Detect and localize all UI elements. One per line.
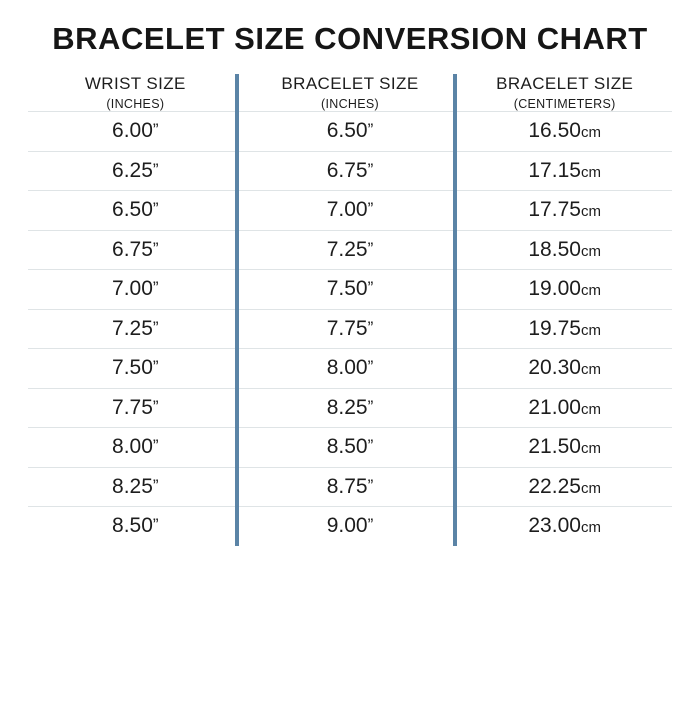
cell-unit: cm	[580, 203, 601, 221]
cell-wrist-size-inches	[28, 112, 243, 152]
table-row	[28, 230, 672, 270]
column-header-bracelet-size-centimeters	[457, 74, 672, 111]
cell-unit: ”	[152, 475, 159, 495]
cell-value: 8.00	[326, 356, 368, 380]
cell-value: 7.75	[326, 316, 368, 340]
table-header-row	[28, 74, 672, 111]
cell-value: 9.00	[326, 514, 368, 538]
cell-value: 21.00	[528, 395, 581, 419]
cell-value: 17.75	[528, 198, 581, 222]
column-divider-right	[453, 74, 457, 545]
cell-value: 8.50	[326, 435, 368, 459]
size-chart-page	[0, 22, 700, 722]
cell-unit: ”	[367, 357, 374, 377]
cell-wrist-size-inches	[28, 191, 243, 231]
cell-value: 8.00	[112, 435, 153, 459]
table-row	[28, 112, 672, 152]
cell-value: 23.00	[528, 514, 581, 538]
cell-wrist-size-inches	[28, 349, 243, 389]
cell-unit: cm	[580, 124, 601, 142]
page-title: BRACELET SIZE CONVERSION CHART	[52, 21, 648, 56]
cell-unit: ”	[367, 199, 374, 219]
cell-bracelet-size-centimeters	[457, 467, 672, 507]
cell-bracelet-size-inches	[243, 349, 458, 389]
cell-unit: ”	[152, 357, 159, 377]
cell-unit: cm	[580, 282, 601, 300]
size-table-container	[28, 74, 672, 545]
cell-bracelet-size-centimeters	[457, 230, 672, 270]
cell-wrist-size-inches	[28, 230, 243, 270]
cell-bracelet-size-inches	[243, 388, 458, 428]
cell-value: 7.25	[112, 316, 153, 340]
cell-value: 6.50	[326, 119, 368, 143]
cell-wrist-size-inches	[28, 151, 243, 191]
cell-value: 7.50	[326, 277, 368, 301]
table-row	[28, 349, 672, 389]
cell-unit: cm	[580, 361, 601, 379]
cell-value: 7.50	[112, 356, 153, 380]
cell-value: 17.15	[528, 158, 581, 182]
cell-bracelet-size-centimeters	[457, 388, 672, 428]
cell-unit: ”	[367, 317, 374, 337]
cell-value: 19.75	[528, 316, 581, 340]
cell-unit: ”	[152, 436, 159, 456]
cell-unit: ”	[152, 238, 159, 258]
cell-bracelet-size-centimeters	[457, 507, 672, 546]
cell-unit: ”	[367, 396, 374, 416]
cell-unit: ”	[152, 159, 159, 179]
column-header-sub: (INCHES)	[321, 96, 379, 111]
cell-unit: ”	[367, 515, 374, 535]
table-header	[28, 74, 672, 111]
cell-value: 8.50	[112, 514, 153, 538]
column-header-main: BRACELET SIZE	[496, 74, 634, 94]
table-row	[28, 191, 672, 231]
cell-unit: cm	[580, 242, 601, 260]
cell-bracelet-size-inches	[243, 309, 458, 349]
cell-wrist-size-inches	[28, 270, 243, 310]
table-row	[28, 388, 672, 428]
cell-unit: ”	[152, 515, 159, 535]
cell-bracelet-size-centimeters	[457, 112, 672, 152]
cell-bracelet-size-centimeters	[457, 349, 672, 389]
column-header-main: BRACELET SIZE	[281, 74, 419, 94]
cell-value: 8.25	[326, 395, 368, 419]
cell-value: 6.00	[112, 119, 153, 143]
cell-bracelet-size-inches	[243, 467, 458, 507]
cell-unit: ”	[367, 120, 374, 140]
cell-bracelet-size-centimeters	[457, 151, 672, 191]
column-header-bracelet-size-inches	[243, 74, 458, 111]
cell-wrist-size-inches	[28, 467, 243, 507]
table-row	[28, 151, 672, 191]
cell-value: 20.30	[528, 356, 581, 380]
column-header-sub: (INCHES)	[106, 96, 165, 111]
cell-wrist-size-inches	[28, 507, 243, 546]
cell-value: 16.50	[528, 119, 581, 143]
cell-unit: cm	[580, 163, 601, 181]
cell-wrist-size-inches	[28, 388, 243, 428]
cell-unit: cm	[580, 440, 601, 458]
cell-value: 19.00	[528, 277, 581, 301]
cell-unit: ”	[367, 159, 374, 179]
cell-value: 8.75	[326, 474, 368, 498]
cell-bracelet-size-inches	[243, 428, 458, 468]
cell-unit: cm	[580, 479, 601, 497]
cell-bracelet-size-centimeters	[457, 191, 672, 231]
cell-value: 8.25	[112, 474, 153, 498]
cell-bracelet-size-centimeters	[457, 309, 672, 349]
cell-unit: ”	[152, 120, 159, 140]
cell-bracelet-size-inches	[243, 270, 458, 310]
cell-unit: ”	[152, 396, 159, 416]
cell-value: 6.25	[112, 158, 153, 182]
cell-unit: ”	[367, 278, 374, 298]
column-divider-left	[235, 74, 239, 545]
cell-unit: cm	[580, 519, 601, 537]
cell-bracelet-size-inches	[243, 507, 458, 546]
cell-bracelet-size-centimeters	[457, 428, 672, 468]
cell-value: 18.50	[528, 237, 581, 261]
cell-bracelet-size-inches	[243, 151, 458, 191]
cell-unit: ”	[152, 278, 159, 298]
size-conversion-table	[28, 74, 672, 545]
table-row	[28, 428, 672, 468]
cell-unit: ”	[367, 238, 374, 258]
table-row	[28, 507, 672, 546]
column-header-wrist-size	[28, 74, 243, 111]
cell-value: 21.50	[528, 435, 581, 459]
cell-value: 6.75	[326, 158, 368, 182]
cell-unit: ”	[152, 199, 159, 219]
cell-bracelet-size-centimeters	[457, 270, 672, 310]
cell-unit: cm	[580, 400, 601, 418]
cell-unit: ”	[152, 317, 159, 337]
cell-bracelet-size-inches	[243, 112, 458, 152]
cell-bracelet-size-inches	[243, 230, 458, 270]
table-row	[28, 467, 672, 507]
cell-value: 7.00	[326, 198, 368, 222]
cell-value: 7.25	[326, 237, 368, 261]
column-header-sub: (CENTIMETERS)	[513, 96, 616, 111]
table-row	[28, 270, 672, 310]
cell-value: 22.25	[528, 474, 581, 498]
cell-value: 7.75	[112, 395, 153, 419]
cell-unit: ”	[367, 475, 374, 495]
cell-unit: cm	[580, 321, 601, 339]
cell-wrist-size-inches	[28, 428, 243, 468]
table-row	[28, 309, 672, 349]
cell-value: 6.50	[112, 198, 153, 222]
column-header-main: WRIST SIZE	[84, 74, 186, 94]
cell-value: 6.75	[112, 237, 153, 261]
cell-value: 7.00	[112, 277, 153, 301]
cell-wrist-size-inches	[28, 309, 243, 349]
cell-bracelet-size-inches	[243, 191, 458, 231]
cell-unit: ”	[367, 436, 374, 456]
table-body	[28, 112, 672, 546]
